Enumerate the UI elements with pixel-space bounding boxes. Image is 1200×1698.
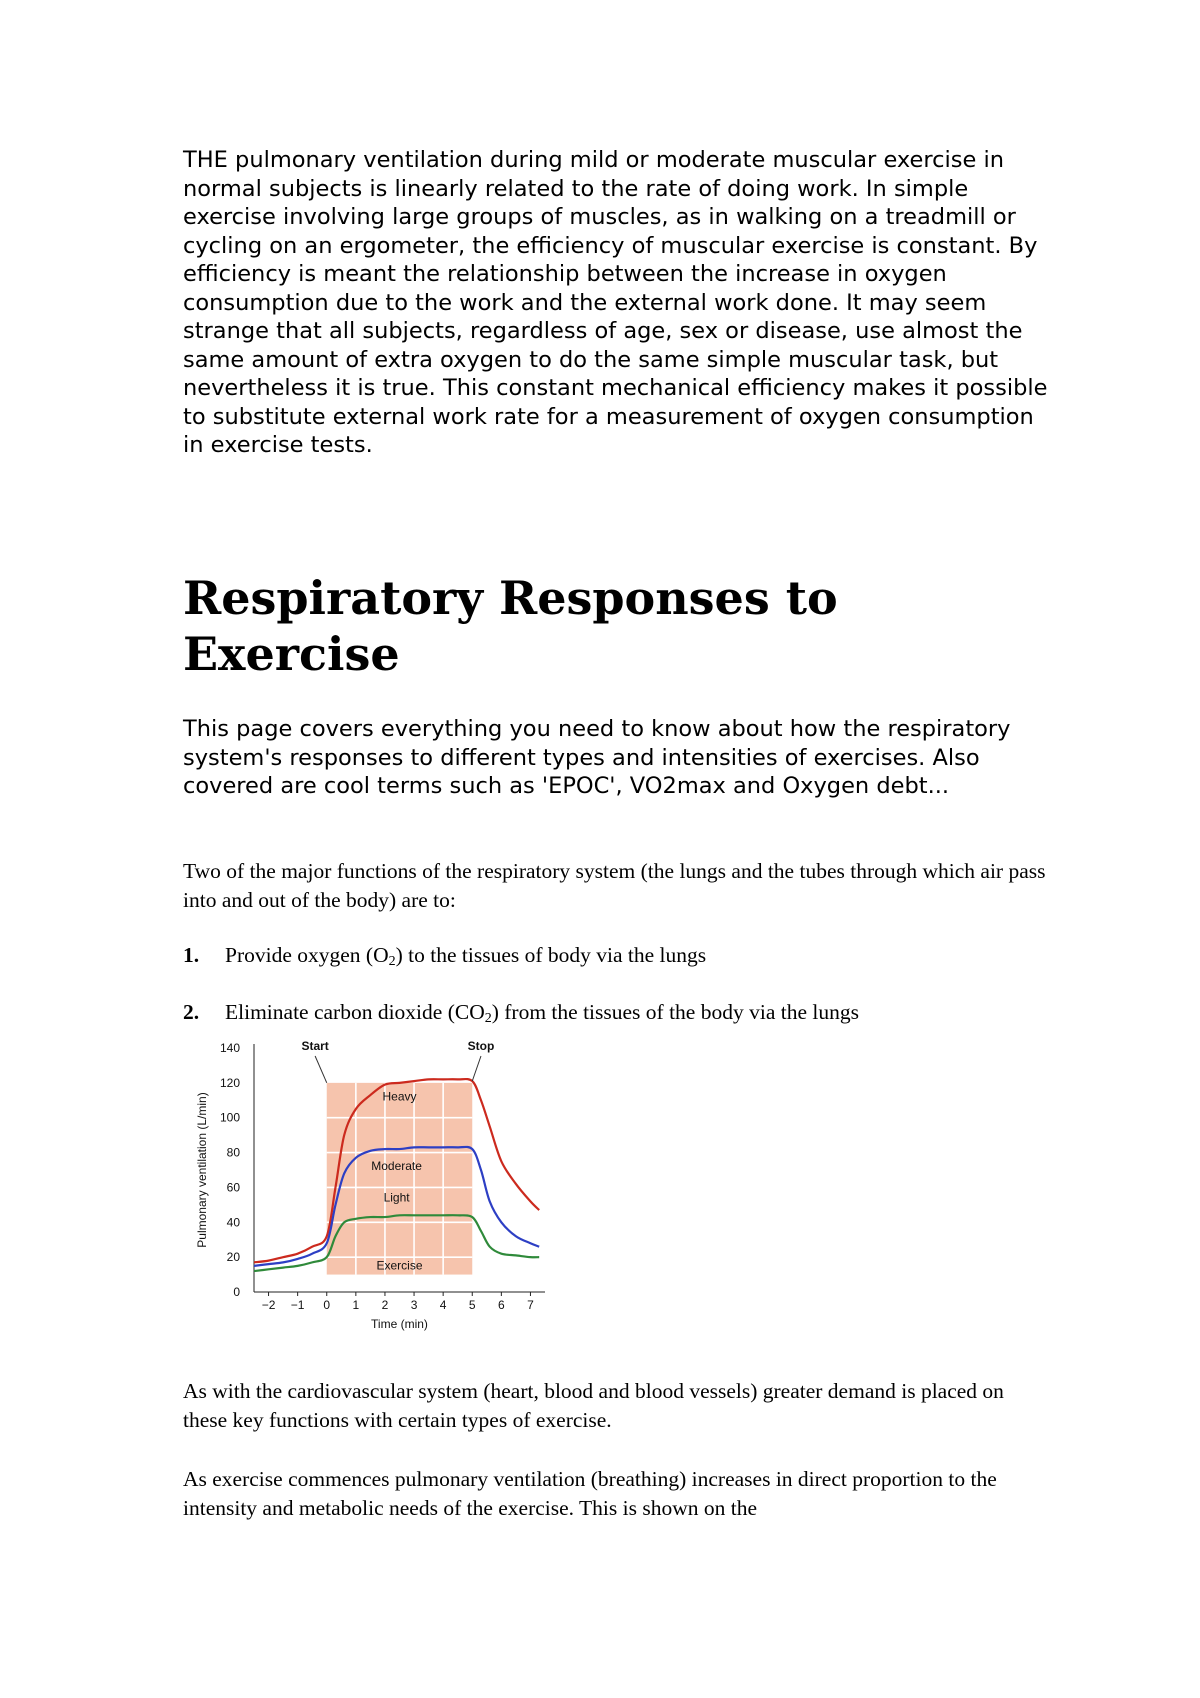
x-axis-label: Time (min) [371,1317,428,1331]
y-tick-label: 60 [226,1180,240,1195]
exercise-label: Exercise [376,1258,423,1273]
functions-intro: Two of the major functions of the respiratory system (the lungs and the tubes through which air pass into and out of the body) are to: [183,859,1046,912]
y-tick-label: 20 [226,1250,240,1265]
x-tick-label: −2 [261,1298,276,1312]
list-number: 1. [183,943,200,967]
series-label-heavy: Heavy [382,1089,417,1104]
after-chart-paragraph-1: As with the cardiovascular system (heart, blood and blood vessels) greater demand is placed on these key functions with certain types of exercise. [183,1379,1004,1432]
x-tick-label: 6 [498,1298,505,1312]
start-label: Start [301,1039,329,1053]
y-tick-label: 140 [219,1041,240,1055]
list-text: Eliminate carbon dioxide $(CO_2)$ from the tissues of the body via the lungs [225,1000,859,1026]
list-text: Provide oxygen $(O_2)$ to the tissues of body via the lungs [225,943,707,969]
ventilation-chart [190,1030,570,1360]
list-item [183,941,1053,970]
x-tick-label: 2 [381,1298,389,1312]
y-tick-label: 80 [226,1145,240,1160]
y-tick-label: 100 [219,1110,240,1125]
y-axis-label: Pulmonary ventilation (L/min) [195,1092,209,1248]
start-pointer [315,1056,327,1083]
series-label-light: Light [383,1190,410,1205]
y-tick-label: 40 [226,1215,240,1230]
x-tick-label: −1 [290,1298,305,1312]
exercise-band-layer [327,1083,473,1275]
lead-paragraph: This page covers everything you need to know about how the respiratory system's responses to different types and intensities of exercises. Also covered are cool terms such as 'EPOC', VO2max and Oxygen debt... [183,716,1011,799]
list-number: 2. [183,1000,200,1024]
page-heading: Respiratory Responses to Exercise [183,571,838,681]
x-tick-label: 3 [410,1298,418,1312]
y-tick-label: 120 [219,1075,240,1090]
x-tick-label: 0 [323,1298,331,1312]
series-label-moderate: Moderate [371,1159,422,1173]
list-item [183,998,1053,1027]
after-chart-paragraph-2: As exercise commences pulmonary ventilation (breathing) increases in direct proportion to the intensity and metabolic needs of the exercise. This is shown on the [183,1467,997,1520]
x-tick-label: 5 [468,1298,476,1312]
stop-pointer [472,1056,481,1081]
intro-paragraph: THE pulmonary ventilation during mild or moderate muscular exercise in normal subjects is linearly related to the rate of doing work. In simple exercise involving large groups of muscles, as in walking on a treadmill or cycling on an ergometer, the efficiency of muscular exercise is constant. By efficiency is meant the relationship between the increase in oxygen consumption due to the work and the external work done. It may seem strange that all subjects, regardless of age, sex or disease, use almost the same amount of extra oxygen to do the same simple muscular task, but nevertheless it is true. This constant mechanical efficiency makes it possible to substitute external work rate for a measurement of oxygen consumption in exercise tests. [183,147,1048,458]
exercise-band [327,1083,473,1275]
x-tick-label: 1 [352,1298,360,1312]
x-tick-label: 4 [439,1298,447,1312]
x-tick-label: 7 [527,1298,534,1312]
y-tick-label: 0 [233,1285,240,1299]
stop-label: Stop [467,1039,495,1053]
